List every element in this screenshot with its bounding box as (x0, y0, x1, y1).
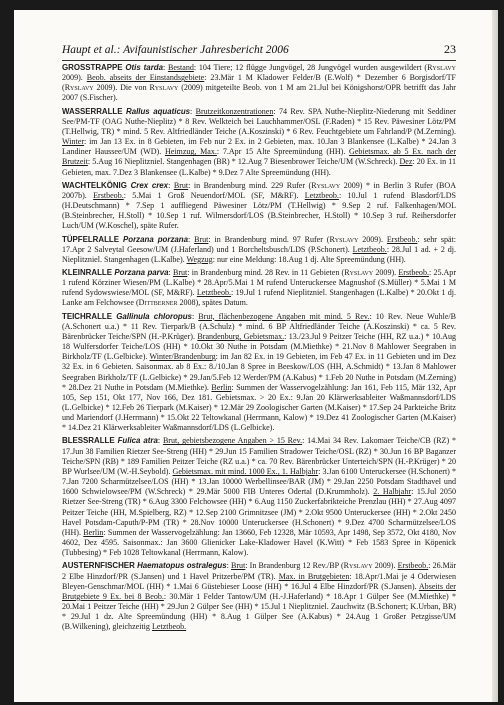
section-label: Winter (62, 137, 85, 147)
species-name-de: TÜPFELRALLE (62, 234, 124, 244)
entry-text: : 26.Mär 2 Elbe Hinzdorf/PR (S.Jansen) und 1 Havel Pritzerbe/PM (TR). (62, 561, 457, 581)
species-entry (62, 181, 456, 232)
species-name-latin: Rallus aquaticus (126, 106, 191, 116)
section-label: Bestand (167, 63, 194, 72)
entry-text: 2009). Die von (93, 83, 150, 93)
species-name-de: AUSTERNFISCHER (62, 561, 138, 571)
species-entry (62, 63, 456, 104)
section-label: Max. in Brutgebieten (278, 571, 350, 581)
article-body (62, 63, 456, 635)
section-label: Brutzeitkonzentrationen (195, 106, 274, 116)
entry-text: 2009). (358, 234, 387, 244)
species-name-de: WASSERRALLE (62, 106, 127, 116)
entry-text: 2008), spätes Datum. (177, 298, 248, 308)
entry-text: (2009) mitgeteilte Beob. von 1 M am 21.Jul bei Königshorst/OPR betrifft das Jahr 2007 (S.Fischer). (62, 83, 456, 103)
species-name-latin: Crex crex (130, 180, 169, 190)
entry-text: : 30.Mär 1 Felder Tantow/UM (H.-J.Haferland) * 18.Apr 1 Gülper See (M.Miethke) * 20.Mai 1 Peitzer Teiche (HH) * 29.Jun 2 Gülper See (HH) * 15.Jul 1 Nieplitzniel. Zauchwitz (B.Schonert; K.Urban, BR) * 29.Jul 1 dz. Alte Spreemündung (HH) * 8.Aug 1 Gülper See (A.Kabus) * 24.Aug 1 Großer Petzgisse/UM (B.Wilkening), gleichzeitig (62, 591, 456, 632)
entry-text: : 15.Jul 2050 Rietzer See-Streng (TR) * 6.Aug 3300 Felchowsee (HH) * 6.Aug 1150 Zuckerfabrikteiche Prenzlau (HH) * 27.Aug 4097 Peitzer Teiche (HH, M.Spielberg, RZ) * 12.Sep 2100 Grimnitzsee (JM) * 2.Okt 9500 Unteruckersee (HH) * 2.Okt 2450 Havel Potsdam-Caputh/P-PM (TR) * 28.Nov 10000 Unteruckersee (H.Schonert) * 9.Dez 4700 Scharmützelsee/LOS (HH). (62, 487, 457, 537)
entry-text: : 5.Aug 16 Nieplitzniel. Stangenhagen (BR) * 12.Aug 7 Biesenbrower Teiche/UM (W.Schreck). (87, 157, 400, 167)
section-label: Brut (172, 267, 188, 277)
species-entry (62, 561, 456, 632)
entry-text: : Summen der Wasservogelzählung: Jan 13660, Feb 12328, Mär 10593, Apr 1498, Sep 3572, Okt 4180, Nov 4602, Dez 4595. Saisonmax.: Jan 3600 Glienicker Lake-Kladower Havel (K.Witt) * Feb 1583 Spree in Köpenick (Tubbesing) * Feb 1028 Teltowkanal (Herrmann, Kalow). (62, 527, 456, 558)
page-number: 23 (444, 42, 456, 56)
section-label: Erstbeob. (386, 234, 418, 244)
section-label: Berlin (211, 382, 232, 392)
species-separator: : (191, 311, 199, 321)
species-separator: : (168, 267, 173, 277)
species-separator: : (162, 63, 168, 72)
page-edge (492, 10, 498, 702)
citation-author: Ryslavy (149, 83, 179, 93)
species-name-latin: Otis tarda (125, 63, 163, 72)
entry-text: : 18.Apr/1.Mai je 4 Oderwiesen Bleyen-Genschmar/MOL (HH) * 1.Mai 6 Güstebieser Loose (HH) * 16.Jul 4 Elbe Hinzdorf/PR (S.Jansen). (62, 571, 457, 591)
section-label: Gebietsmax. mit mind. 1000 Ex., 1. Halbjahr (172, 466, 319, 476)
species-name-latin: Haematopus ostralegus (137, 561, 227, 571)
citation-author: Ryslavy (343, 561, 373, 571)
species-name-latin: Porzana parva (114, 267, 169, 277)
entry-text: : 10 Rev. Neue Wuhle/B (A.Schonert u.a.) * 11 Rev. Tierpark/B (A.Schulz) * mind. 6 BP Altfriedländer Teiche (A.Koszinski) * ca. 5 Rev. Bärenbrücker Teiche/SPN (H.-P.Krüger). (62, 311, 457, 341)
entry-text: : 20 Ex. in 11 Gebieten, max. 7.Dez 3 Blankensee (L.Kalbe) * 9.Dez 7 Alte Spreemündung (HH). (62, 157, 456, 177)
species-name-de: KLEINRALLE (62, 267, 115, 277)
citation-author: Ryslavy (329, 234, 359, 244)
section-label: Brut, flächenbezogene Angaben mit mind. 5 Rev. (198, 311, 370, 321)
entry-text: : 28.Jul 1 ad. + 2 dj. Nieplitzniel. Stangenhagen (L.Kalbe). (62, 244, 457, 264)
entry-text: : 74 Rev. SPA Nuthe-Nieplitz-Niederung mit Seddiner See/PM-TF (OAG Nuthe-Nieplitz) * 8 Rev. Welkteich bei Lauchhammer/OSL (F.Raden) * 15 Rev. Päwesiner Lötz/PM (T.Hellwig, TR) * mind. 5 Rev. Altfriedländer Teiche (A.Koszinski) * 6 Rev. Feuchtgebiete um Fahrland/P (M.Zerning). (62, 106, 456, 136)
entry-text: : In Brandenburg 12 Rev./BP ( (245, 561, 344, 571)
section-label: Letztbeob. (196, 288, 232, 298)
entry-text: : 23.Mär 1 M Kladower Felder/B (E.Wolf) * Dezember 6 Borgisdorf/TF ( (62, 73, 457, 93)
running-header (62, 42, 456, 61)
section-label: Berlin (83, 527, 104, 537)
citation-author: Ryslavy (64, 83, 94, 93)
section-label: Brut (231, 561, 246, 571)
species-separator: : (190, 106, 196, 116)
species-name-de: GROSSTRAPPE (62, 63, 126, 72)
section-label: Erstbeob. (93, 190, 124, 200)
species-entry (62, 268, 456, 309)
section-label: Letztbeob. (151, 622, 187, 632)
species-entry (62, 235, 456, 265)
entry-text: : nur eine Meldung: 18.Aug 1 dj. Alte Spreemündung (HH). (212, 254, 406, 264)
section-label: Brut (173, 180, 189, 190)
entry-text: : 13./23.Jul 9 Peitzer Teiche (HH, RZ u.a.) * 10.Aug 18 Wulfersdorfer Teiche/LOS (HH) * 10.Okt 30 Nuthe in Potsdam (M.Miethke) * 21.Nov 8 Mahlower Seegraben in Birkholz/TF (L.Gelbicke). (62, 331, 456, 362)
section-label: Brandenburg, Gebietsmax. (197, 331, 285, 341)
species-entry (62, 107, 456, 178)
species-separator: : (157, 436, 163, 446)
section-label: Letztbeob. (304, 190, 339, 200)
section-label: Erstbeob. (398, 267, 429, 277)
section-label: Dez (399, 157, 413, 167)
section-label: Brut (194, 234, 209, 244)
section-label: Brut, gebietsbezogene Angaben > 15 Rev. (162, 436, 303, 446)
section-label: Gebietsmax. ab 5 Ex. nach der Brutzeit (62, 147, 457, 167)
entry-text: : im Jan 82 Ex. in 19 Gebieten, im Feb 47 Ex. in 11 Gebieten und im Dez 32 Ex. in 6 Gebieten. Saisonmax. ab 8 Ex.: 8./10.Jan 8 Spree in Beeskow/LOS (HH, A.Schmidt) * 13.Jan 8 Mahlower Seegraben Birkholz/TF (L.Gelbicke) * 29.Jan/5.Feb 12 Werder/PM (A.Kabus) * 1.Feb 20 Nuthe in Potsdam (M.Zerning) * 28.Dez 21 Nuthe in Potsdam (M.Miethke). (62, 352, 456, 392)
entry-text: : 10.Jul 1 rufend Blasdorf/LDS (H.Deutschmann) * 7.Sep 1 auffliegend Päwesiner Lötz/PM (T.Hellwig) * 9.Sep 2 ruf. Falkenhagen/MOL (B.Steinbrecher, H.Stoll) * 10.Sep 1 ruf. Wilmersdorf/LOS (B.Steinbrecher, H.Stoll) * 10.Sep 3 ruf. Reihersdorfer Luch/UM (W.Koschel), späte Rufer. (62, 190, 456, 231)
entry-text: : sehr spät: 17.Apr 2 Salveytal Geesow/UM (J.Haferland) und 1 Borcheltsbusch/LDS (P.Schonert). (62, 234, 457, 254)
entry-text: : 25.Apr 1 rufend Körziner Wiesen/PM (L.Kalbe) * 28.Apr/5.Mai 1 M rufend Unteruckersee Magnushof (S.Müller) * 5.Mai 1 M rufend Sydowswiese/MOL (SF, M&RF). (62, 267, 457, 298)
entry-text: : 7.Apr 15 Alte Spreemündung (HH). (216, 147, 350, 157)
entry-text: : in Brandenburg mind. 97 Rufer ( (208, 234, 330, 244)
section-label: 2. Halbjahr (373, 487, 412, 497)
species-name-latin: Fulica atra (117, 436, 158, 446)
section-label: Letztbeob. (352, 244, 387, 254)
species-separator: : (226, 561, 231, 571)
document-page (14, 10, 498, 702)
entry-text: 2009). (373, 267, 399, 277)
citation-author: Ryslavy (427, 63, 456, 72)
species-name-latin: Porzana porzana (123, 234, 188, 244)
section-label: Beob. abseits der Einstandsgebiete (86, 73, 205, 83)
citation-author: Dittberner (138, 298, 178, 308)
entry-text: : im Jan 13 Ex. in 8 Gebieten, im Feb nur 2 Ex. in 2 Gebieten, max. 10.Jan 3 Blankensee (L.Kalbe) * 24.Jan 3 Landiner Haussee/UM (WD). (62, 137, 456, 157)
species-name-de: WACHTELKÖNIG (62, 180, 131, 190)
citation-author: Ryslavy (344, 267, 374, 277)
entry-text: : in Brandenburg mind. 28 Rev. in 11 Gebieten ( (187, 267, 345, 277)
entry-text: 2009) * in Berlin 3 Rufer (BOA 2007b). (62, 180, 457, 200)
citation-author: Ryslavy (311, 180, 341, 190)
entry-text: : in Brandenburg mind. 229 Rufer ( (188, 180, 312, 190)
section-label: Erstbeob. (397, 561, 429, 571)
entry-text: : 14.Mai 34 Rev. Lakomaer Teiche/CB (RZ) * 17.Jun 38 Familien Rietzer See-Streng (HH) * 29.Jun 15 Familien Stradower Teiche/OSL (RZ) * 30.Jun 16 BP Baganzer Teiche/SPN (RB) * 189 Familien Peitzer Teiche (RZ u.a.) * ca. 70 Rev. Bärenbrücker Unterteich/SPN (H.-P.Krüger) * 20 BP Wurlsee/UM (W.-H.Seybold). (62, 436, 456, 476)
entry-text: 2009). (372, 561, 398, 571)
entry-text: : 19.Jul 1 rufend Nieplitzniel. Stangenhagen (L.Kalbe) * 20.Okt 1 dj. Lanke am Felchowsee ( (62, 288, 456, 308)
species-entry (62, 436, 456, 558)
section-label: Heimzug, Max. (164, 147, 217, 157)
species-name-de: BLESSRALLE (62, 436, 118, 446)
journal-title: Haupt et al.: Avifaunistischer Jahresbericht 2006 (62, 44, 289, 56)
entry-text: 2009). (62, 73, 87, 83)
section-label: Abseits der Brutgebiete 9 Ex. bei 8 Beob. (62, 581, 456, 601)
entry-text: : 104 Tiere; 12 flügge Jungvögel, 28 Jungvögel wurden ausgewildert ( (193, 63, 428, 72)
entry-text: : Summen der Wasservogelzählung: Jan 161, Feb 115, Mär 132, Apr 105, Sep 151, Okt 177, Nov 166, Dez 181. Gebietsmax. > 20 Ex.: 9.Jan 20 Klärwerksableiter Waßmannsdorf/LDS (L.Gelbicke) * 12.Feb 26 Tierpark (M.Kaiser) * 12.Mär 29 Zoologischer Garten (M.Kaiser) * 17.Sep 24 Parkteiche Britz und Mariendorf (J.Herrmann) * 15.Okt 22 Teltowkanal (Herrmann, Kalow) * 19.Dez 41 Zoologischer Garten (M.Kaiser) * 14.Dez 21 Klärwerksableiter Waßmannsdorf/LDS (L.Gelbicke). (62, 382, 457, 433)
species-separator: : (188, 234, 195, 244)
species-name-latin: Gallinula chloropus (116, 311, 192, 321)
section-label: Winter/Brandenburg (149, 352, 216, 362)
species-separator: : (168, 180, 174, 190)
entry-text: : 3.Jan 6100 Unteruckersee (H.Schonert) * 7.Jan 7200 Scharmützelsee/LOS (HH) * 13.Jan 10000 Werbellinsee/BAR (JM) * 29.Jan 2250 Potsdam Stadthavel und 1600 Schwielowsee/PM (W.Schreck) * 29.Mär 5000 FIB Unteres Odertal (D.Krummholz). (62, 466, 456, 497)
species-name-de: TEICHRALLE (62, 311, 117, 321)
section-label: Wegzug (186, 254, 213, 264)
species-entry (62, 312, 456, 434)
entry-text: : 5.Mai 1 Groß Neuendorf/MOL (SF, M&RF). (123, 190, 305, 200)
